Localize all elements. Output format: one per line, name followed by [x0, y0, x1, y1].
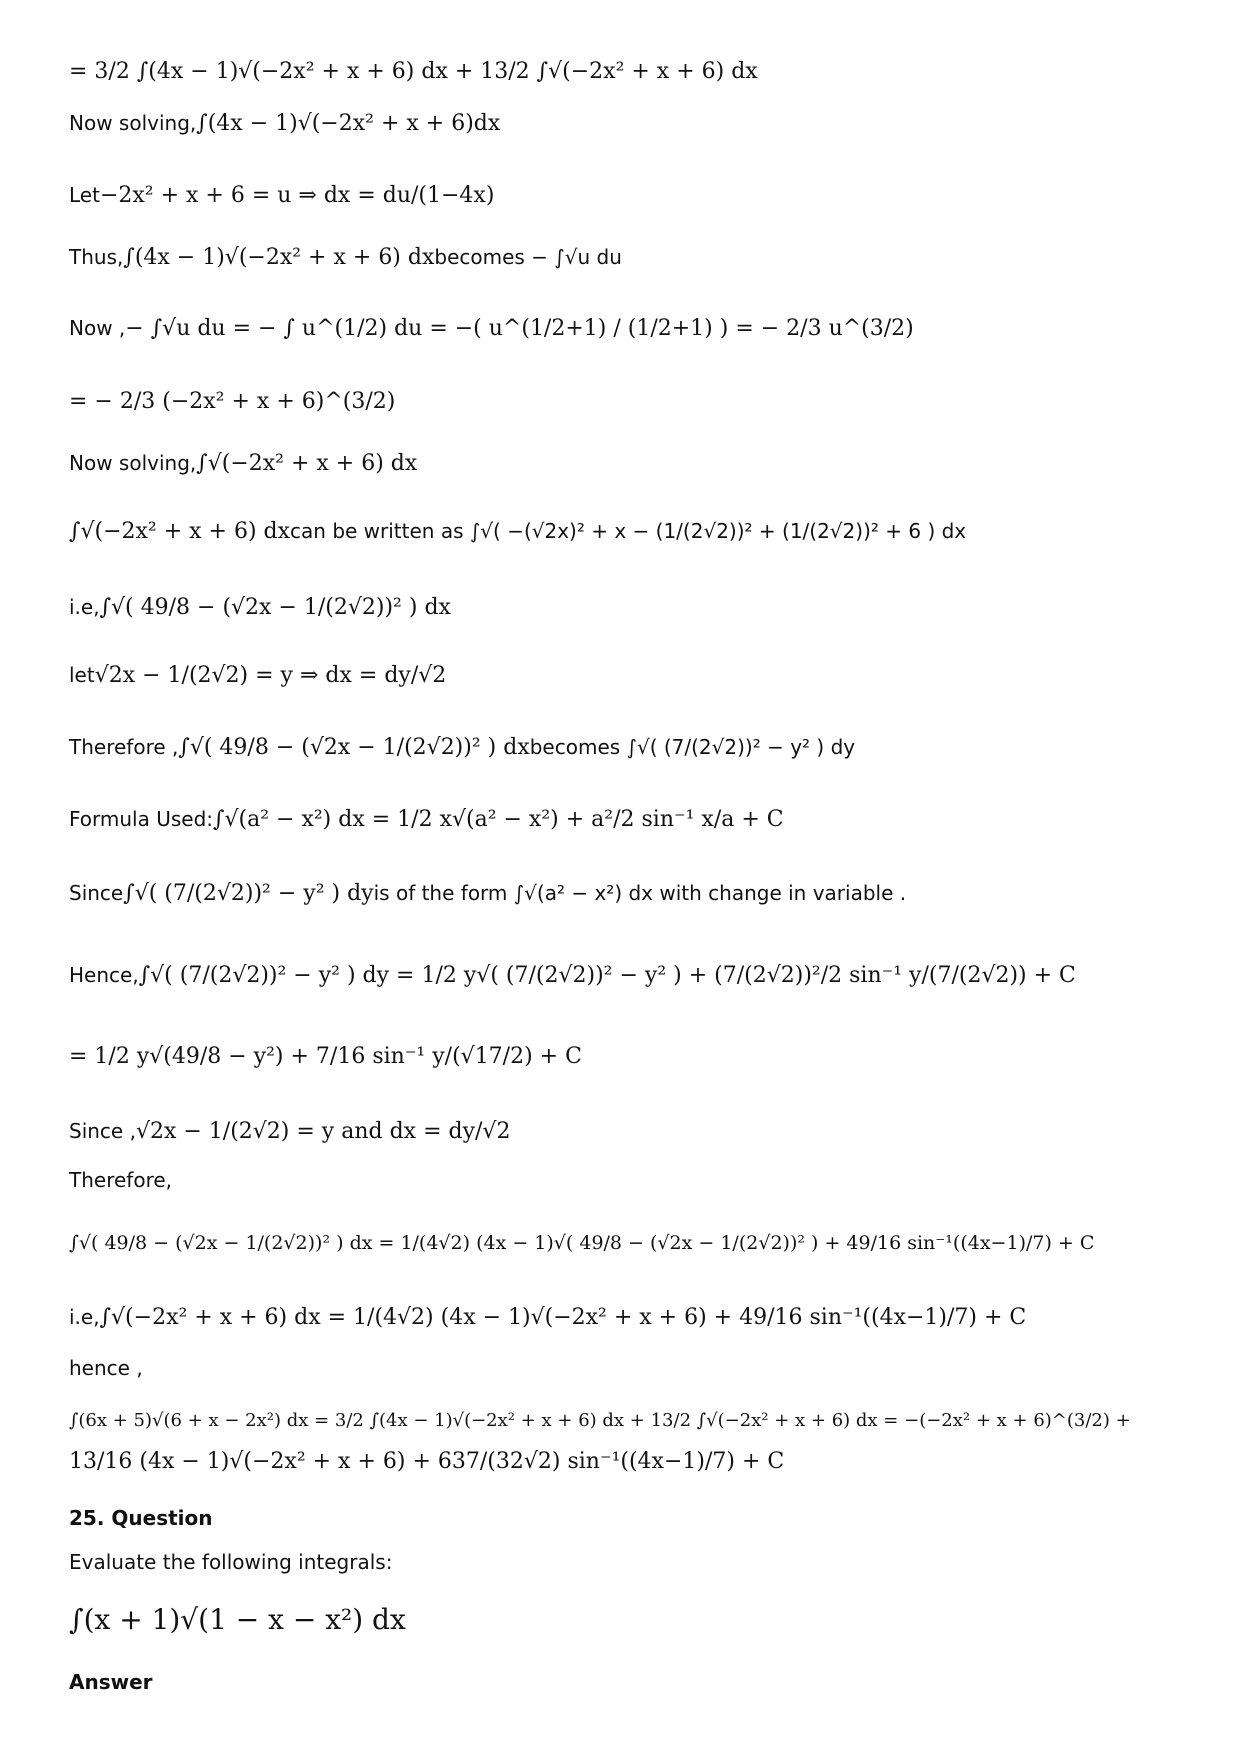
- line-2: [69, 110, 500, 138]
- line-tail: can be written as ∫√( −(√2x)² + x − (1/(2√2))² + (1/(2√2))² + 6 ) dx: [290, 519, 967, 544]
- line-5: [69, 315, 914, 343]
- math-expression: ∫√(a² − x²) dx = 1/2 x√(a² − x²) + a²/2 sin⁻¹ x/a + C: [213, 807, 784, 832]
- line-22: [69, 1448, 784, 1476]
- line-20: [69, 1356, 143, 1381]
- line-4: [69, 244, 622, 272]
- math-expression: √2x − 1/(2√2) = y and dx = dy/√2: [135, 1119, 511, 1144]
- line-tail: is of the form ∫√(a² − x²) dx with change in variable .: [373, 881, 907, 906]
- line-8: [69, 518, 966, 546]
- line-label: i.e,: [69, 1305, 100, 1330]
- line-label: Now ,: [69, 316, 126, 341]
- math-expression: ∫√( 49/8 − (√2x − 1/(2√2))² ) dx = 1/(4√2) (4x − 1)√( 49/8 − (√2x − 1/(2√2))² ) + 49/16 sin⁻¹((4x−1)/7) + C: [69, 1232, 1095, 1254]
- line-label: hence ,: [69, 1356, 143, 1380]
- line-tail: becomes − ∫√u du: [434, 245, 622, 270]
- line-16: [69, 1118, 510, 1146]
- line-21: [69, 1410, 1131, 1433]
- question-integral: ∫(x + 1)√(1 − x − x²) dx: [69, 1603, 406, 1636]
- question-prompt: Evaluate the following integrals:: [69, 1550, 393, 1574]
- line-9: [69, 594, 451, 622]
- line-label: Thus,: [69, 245, 124, 270]
- line-19: [69, 1304, 1026, 1332]
- math-expression: ∫√( 49/8 − (√2x − 1/(2√2))² ) dx: [99, 595, 451, 620]
- question-heading: 25. Question: [69, 1506, 213, 1530]
- math-expression: = 1/2 y√(49/8 − y²) + 7/16 sin⁻¹ y/(√17/2) + C: [69, 1044, 582, 1069]
- math-expression: √2x − 1/(2√2) = y ⇒ dx = dy/√2: [94, 663, 447, 688]
- math-expression: ∫√(−2x² + x + 6) dx: [69, 519, 291, 544]
- line-7: [69, 450, 417, 478]
- math-expression: = − 2/3 (−2x² + x + 6)^(3/2): [69, 389, 396, 414]
- line-label: Let: [69, 183, 100, 208]
- math-expression: ∫√( 49/8 − (√2x − 1/(2√2))² ) dx: [178, 735, 530, 760]
- line-15: [69, 1043, 582, 1071]
- line-label: Now solving,: [69, 451, 197, 476]
- line-label: let: [69, 663, 95, 688]
- line-label: Now solving,: [69, 111, 197, 136]
- line-3: [69, 182, 494, 210]
- math-expression: ∫(4x − 1)√(−2x² + x + 6)dx: [196, 111, 501, 136]
- line-label: Since: [69, 881, 124, 906]
- math-expression: ∫(6x + 5)√(6 + x − 2x²) dx = 3/2 ∫(4x − 1)√(−2x² + x + 6) dx + 13/2 ∫√(−2x² + x + 6) dx = −(−2x² + x + 6)^(3/2) +: [69, 1410, 1131, 1431]
- line-label: i.e,: [69, 595, 100, 620]
- line-1: [69, 58, 758, 86]
- math-expression: ∫√(−2x² + x + 6) dx = 1/(4√2) (4x − 1)√(−2x² + x + 6) + 49/16 sin⁻¹((4x−1)/7) + C: [99, 1305, 1027, 1330]
- answer-label: Answer: [69, 1670, 153, 1694]
- line-11: [69, 734, 855, 762]
- math-expression: ∫√( (7/(2√2))² − y² ) dy: [123, 881, 374, 906]
- math-expression: 13/16 (4x − 1)√(−2x² + x + 6) + 637/(32√2) sin⁻¹((4x−1)/7) + C: [69, 1449, 785, 1474]
- math-expression: − ∫√u du = − ∫ u^(1/2) du = −( u^(1/2+1) / (1/2+1) ) = − 2/3 u^(3/2): [125, 316, 914, 341]
- line-6: [69, 388, 395, 416]
- math-expression: = 3/2 ∫(4x − 1)√(−2x² + x + 6) dx + 13/2 ∫√(−2x² + x + 6) dx: [69, 59, 758, 84]
- math-expression: −2x² + x + 6 = u ⇒ dx = du/(1−4x): [99, 183, 495, 208]
- line-17: [69, 1168, 172, 1193]
- math-expression: ∫√(−2x² + x + 6) dx: [196, 451, 418, 476]
- line-label: Therefore,: [69, 1168, 173, 1192]
- line-14: [69, 962, 1076, 990]
- line-10: [69, 662, 446, 690]
- math-expression: ∫√( (7/(2√2))² − y² ) dy = 1/2 y√( (7/(2√2))² − y² ) + (7/(2√2))²/2 sin⁻¹ y/(7/(2√2)) + C: [138, 963, 1076, 988]
- line-12: [69, 806, 784, 834]
- line-label: Formula Used:: [69, 807, 214, 832]
- line-label: Therefore ,: [69, 735, 179, 760]
- math-expression: ∫(4x − 1)√(−2x² + x + 6) dx: [123, 245, 435, 270]
- line-13: [69, 880, 906, 908]
- line-18: [69, 1232, 1094, 1256]
- line-tail: becomes ∫√( (7/(2√2))² − y² ) dy: [529, 735, 856, 760]
- line-label: Since ,: [69, 1119, 136, 1144]
- line-label: Hence,: [69, 963, 139, 988]
